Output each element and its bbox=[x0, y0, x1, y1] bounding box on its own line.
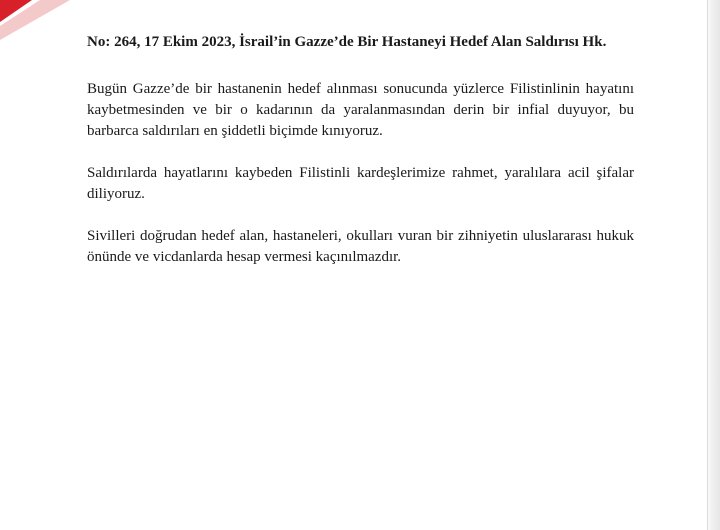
page-edge-line bbox=[707, 0, 708, 530]
page-edge-shadow bbox=[706, 0, 720, 530]
document-body bbox=[87, 32, 634, 289]
corner-ribbon-decoration bbox=[0, 0, 70, 40]
document-title: No: 264, 17 Ekim 2023, İsrail’in Gazze’de Bir Hastaneyi Hedef Alan Saldırısı Hk. bbox=[87, 34, 607, 50]
paragraph-3: Sivilleri doğrudan hedef alan, hastaneleri, okulları vuran bir zihniyetin uluslararası hukuk önünde ve vicdanlarda hesap vermesi kaçınılmazdır. bbox=[87, 228, 634, 265]
paragraph-2: Saldırılarda hayatlarını kaybeden Filistinli kardeşlerimize rahmet, yaralılara acil şifalar diliyoruz. bbox=[87, 165, 634, 202]
paragraph-1: Bugün Gazze’de bir hastanenin hedef alınması sonucunda yüzlerce Filistinlinin hayatını kaybetmesinden ve bir o kadarının da yaralanmasından derin bir infial duyuyor, bu barbarca saldırıları en şiddetli biçimde kınıyoruz. bbox=[87, 81, 634, 139]
